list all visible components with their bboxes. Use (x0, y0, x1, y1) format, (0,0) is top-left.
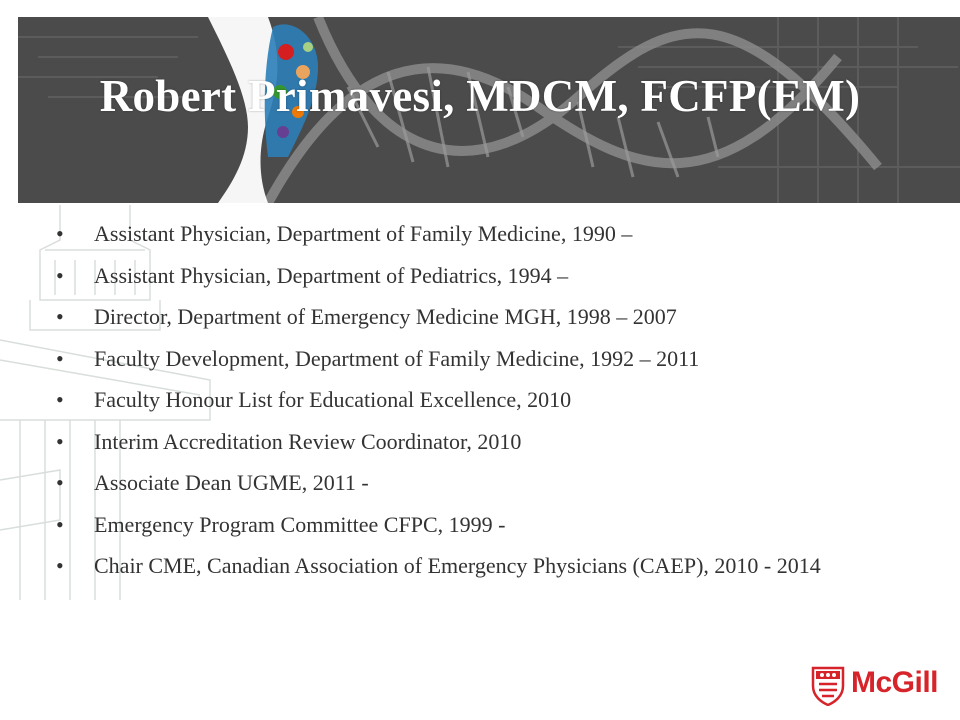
slide-title: Robert Primavesi, MDCM, FCFP(EM) (99, 71, 861, 121)
bullet-text: Assistant Physician, Department of Pediatrics, 1994 – (94, 262, 569, 288)
mcgill-crest-icon (811, 666, 845, 706)
bullet-marker: • (56, 553, 64, 578)
bullet-item (56, 220, 936, 248)
bullet-text: Director, Department of Emergency Medicine MGH, 1998 – 2007 (94, 304, 677, 329)
bullet-marker: • (56, 428, 64, 454)
bullet-marker: • (56, 221, 64, 246)
bullet-text: Interim Accreditation Review Coordinator, 2010 (94, 428, 522, 454)
bullet-marker: • (56, 387, 64, 412)
bullet-text: Assistant Physician, Department of Family Medicine, 1990 – (94, 221, 633, 246)
bullet-item (56, 552, 936, 580)
bullet-item (56, 386, 936, 414)
bullet-item (56, 469, 936, 497)
bullet-text: Associate Dean UGME, 2011 - (94, 470, 369, 495)
bullet-item (56, 428, 936, 456)
bullet-text: Faculty Development, Department of Family Medicine, 1992 – 2011 (94, 345, 700, 371)
mcgill-wordmark: McGill (851, 666, 939, 699)
bullet-text: Faculty Honour List for Educational Excellence, 2010 (94, 387, 572, 412)
bullet-text: Chair CME, Canadian Association of Emergency Physicians (CAEP), 2010 - 2014 (94, 553, 821, 578)
bullet-text: Emergency Program Committee CFPC, 1999 - (94, 511, 506, 537)
bullet-marker: • (56, 470, 64, 495)
bullet-marker: • (56, 511, 64, 537)
bullet-item (56, 303, 936, 331)
bullet-item (56, 262, 936, 290)
bullet-marker: • (56, 345, 64, 371)
bullet-item (56, 345, 936, 373)
bullet-marker: • (56, 304, 64, 329)
bullet-marker: • (56, 262, 64, 288)
bullet-item (56, 511, 936, 539)
mcgill-logo (811, 664, 945, 708)
bullet-list (56, 220, 936, 594)
